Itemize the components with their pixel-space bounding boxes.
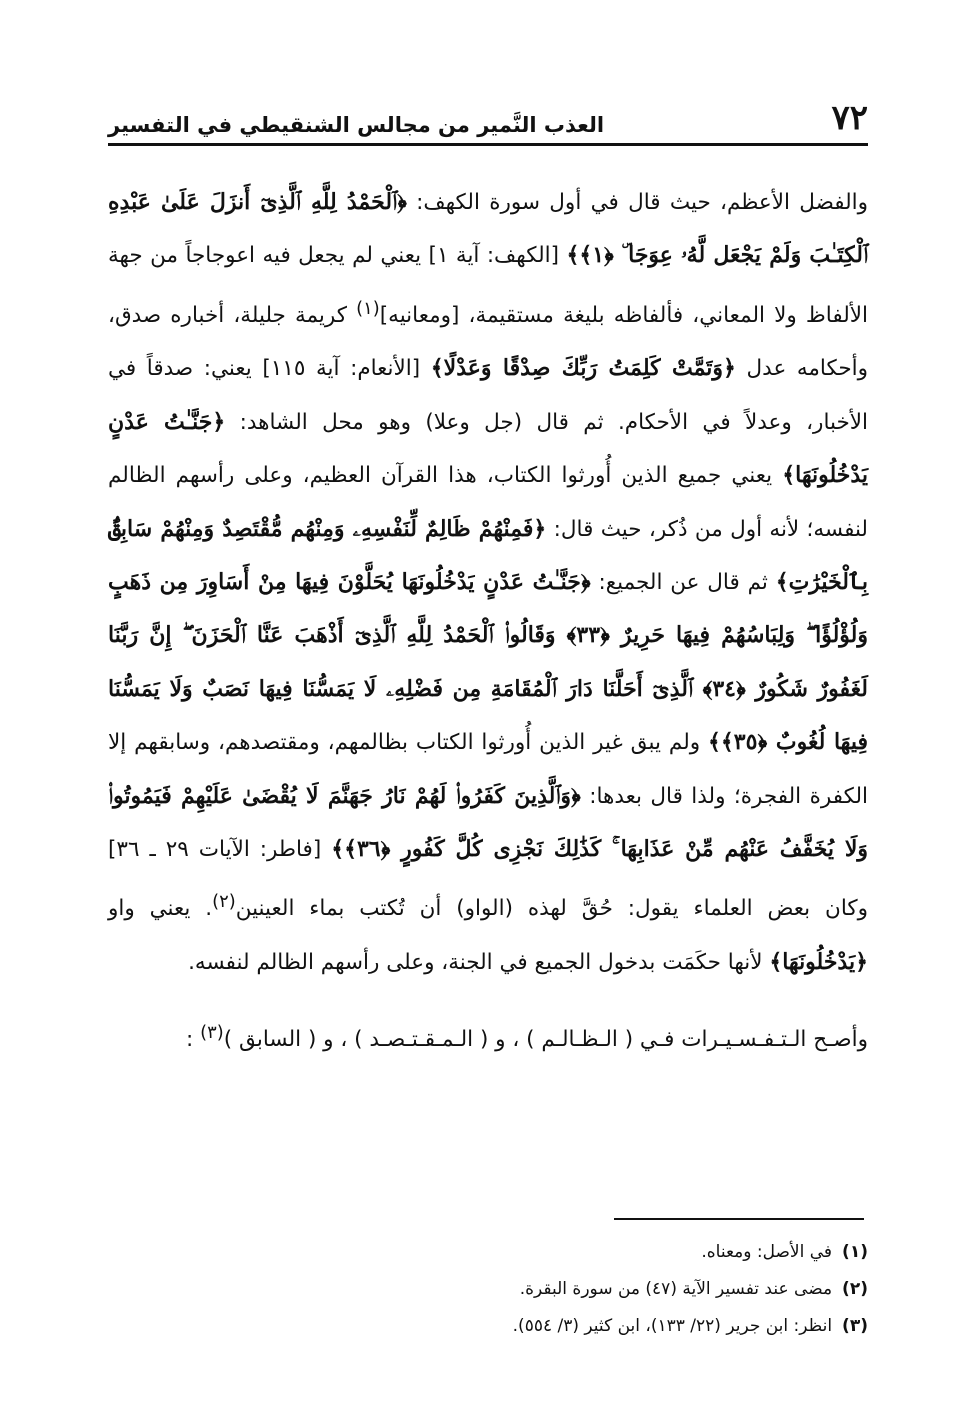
text-run: : (186, 1027, 201, 1053)
quran-quote: ﴿وَتَمَّتْ كَلِمَتُ رَبِّكَ صِدْقًا وَعَدْلًا﴾ (430, 355, 736, 382)
footnote-number: (٢) (842, 1279, 868, 1299)
text-run: [الكهف: آية ١] يعني لم يجعل فيه اعوجاجاً من جهة الألفاظ ولا المعاني، فألفاظه بليغة مستقيمة، [ومعانيه] (108, 243, 868, 328)
paragraph-1 (108, 176, 868, 989)
footnote-ref: (٢) (212, 891, 236, 913)
running-title: العذب النَّمير من مجالس الشنقيطي في التفسير (108, 113, 605, 137)
footnote-text: في الأصل: ومعناه. (701, 1242, 833, 1262)
text-run: [الأنعام: آية ١١٥] يعني: صدقاً في الأخبار، وعدلاً في الأحكام. ثم قال (جل وعلا) وهو محل الشاهد: (108, 356, 869, 435)
page-header (108, 96, 868, 146)
footnote-rule (614, 1218, 864, 1220)
text-run: يعني جميع الذين أُورثوا الكتاب، هذا القرآن العظيم، وعلى رأسهم الظالم لنفسه؛ لأنه أول من ذُكر، حيث قال: (108, 463, 868, 542)
main-text (108, 176, 868, 1067)
footnote-1 (108, 1234, 868, 1271)
footnote-text: انظر: ابن جرير (٢٢/ ١٣٣)، ابن كثير (٣/ ٥٥٤). (512, 1316, 833, 1336)
text-run: [فاطر: الآيات ٢٩ ـ ٣٦] وكان بعض العلماء يقول: حُقَّ لهذه (الواو) أن تُكتب بماء العينين (108, 837, 868, 922)
text-run: وأصـح الـتـفـسـيـرات فـي ( الـظـالـم ) ، و ( الـمـقـتـصـد ) ، و ( السابق ) (223, 1027, 868, 1053)
quran-quote: ﴿وَٱلَّذِينَ كَفَرُوا۟ لَهُمْ نَارُ جَهَنَّمَ لَا يُقْضَىٰ عَلَيْهِمْ فَيَمُوتُوا۟ وَلَا يُخَفَّفُ عَنْهُم مِّنْ عَذَابِهَا ۚ كَذَٰلِكَ نَجْزِى كُلَّ كَفُورٍ ﴿٣٦﴾﴾ (108, 782, 868, 863)
quran-quote: ﴿يَدْخُلُونَهَا﴾ (769, 949, 868, 975)
footnote-number: (١) (842, 1242, 868, 1262)
text-run: ثم قال عن الجميع: (590, 570, 776, 595)
page-number: ٧٢ (831, 98, 868, 138)
quran-quote: ﴿فَمِنْهُمْ ظَالِمٌ لِّنَفْسِهِۦ وَمِنْهُم مُّقْتَصِدٌ وَمِنْهُمْ سَابِقٌۢ بِٱلْخَيْرَٰتِ﴾ (108, 515, 868, 595)
quran-quote: ﴿ٱلْحَمْدُ لِلَّهِ ٱلَّذِىٓ أَنزَلَ عَلَىٰ عَبْدِهِ ٱلْكِتَـٰبَ وَلَمْ يَجْعَل لَّهُۥ عِوَجَا ۜ ﴿١﴾﴾ (108, 189, 869, 269)
footnote-text: مضى عند تفسير الآية (٤٧) من سورة البقرة. (519, 1279, 833, 1299)
text-run: والفضل الأعظم، حيث قال في أول سورة الكهف: (406, 190, 868, 215)
footnote-ref: (٣) (200, 1022, 224, 1044)
footnote-number: (٣) (842, 1316, 868, 1336)
quran-quote: ﴿جَنَّـٰتُ عَدْنٍ يَدْخُلُونَهَا﴾ (108, 408, 868, 489)
footnotes (108, 1234, 868, 1345)
text-run: لأنها حكَمَت بدخول الجميع في الجنة، وعلى رأسهم الظالم لنفسه. (188, 950, 770, 975)
text-run: ولم يبق غير الذين أُورثوا الكتاب بظالمهم، ومقتصدهم، وسابقهم إلا الكفرة الفجرة؛ ولذا قال بعدها: (108, 730, 868, 809)
quran-quote: ﴿جَنَّـٰتُ عَدْنٍ يَدْخُلُونَهَا يُحَلَّوْنَ فِيهَا مِنْ أَسَاوِرَ مِن ذَهَبٍ وَلُؤْلُؤًا ۖ وَلِبَاسُهُمْ فِيهَا حَرِيرٌ ﴿٣٣﴾ وَقَالُوا۟ ٱلْحَمْدُ لِلَّهِ ٱلَّذِىٓ أَذْهَبَ عَنَّا ٱلْحَزَنَ ۖ إِنَّ رَبَّنَا لَغَفُورٌ شَكُورٌ ﴿٣٤﴾ ٱلَّذِىٓ أَحَلَّنَا دَارَ ٱلْمُقَامَةِ مِن فَضْلِهِۦ لَا يَمَسُّنَا فِيهَا نَصَبٌ وَلَا يَمَسُّنَا فِيهَا لُغُوبٌ ﴿٣٥﴾﴾ (108, 569, 869, 756)
footnote-2 (108, 1271, 868, 1308)
text-run: كريمة جليلة، أخباره صدق، وأحكامه عدل (108, 302, 868, 382)
header-rule (108, 143, 868, 146)
paragraph-2 (108, 1007, 868, 1067)
footnote-3 (108, 1308, 868, 1345)
footnote-ref: (١) (356, 297, 380, 319)
text-run: . يعني واو (108, 896, 213, 922)
